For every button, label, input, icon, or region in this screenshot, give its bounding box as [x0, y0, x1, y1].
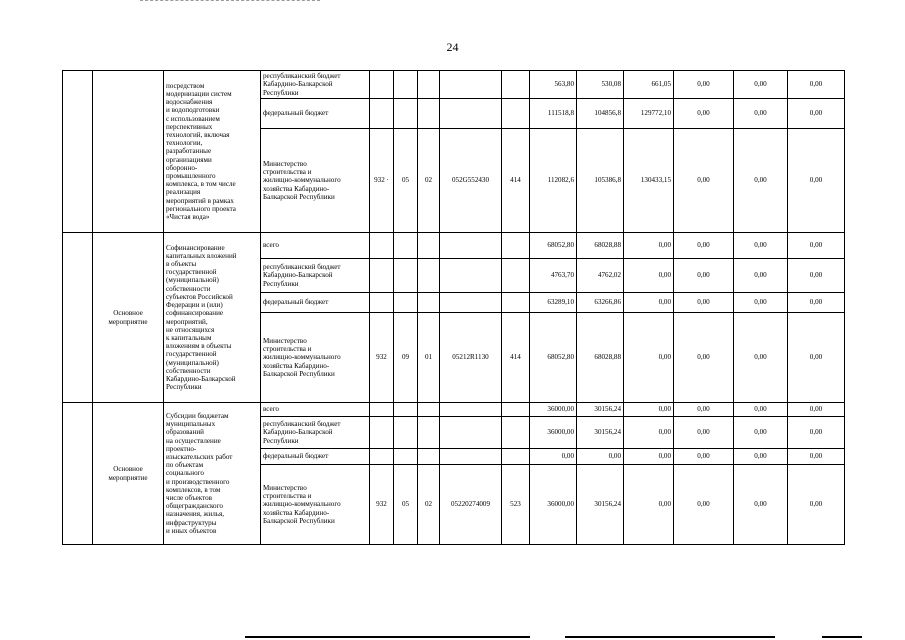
value-cell: 36000,00 — [530, 465, 577, 545]
value-cell: 105386,8 — [577, 129, 624, 233]
grbs-code-cell — [370, 449, 394, 465]
value-cell: 0,00 — [734, 293, 788, 313]
value-cell: 0,00 — [788, 465, 845, 545]
funding-source-cell: всего — [261, 403, 370, 417]
value-cell: 0,00 — [674, 465, 734, 545]
rz-code-cell — [394, 259, 418, 293]
value-cell: 0,00 — [734, 99, 788, 129]
event-description-cell: Субсидии бюджетам муниципальных образований на осуществление проектно- изыскательских работ по объектам социального и производственного комплексов, в том числе объектов общегражданского назначения, жилья, инфраструктуры и иных объектов — [164, 403, 261, 545]
funding-source-cell: федеральный бюджет — [261, 99, 370, 129]
vr-code-cell — [502, 233, 530, 259]
value-cell: 0,00 — [788, 313, 845, 403]
rz-code-cell — [394, 99, 418, 129]
table-row — [63, 403, 845, 417]
value-cell: 0,00 — [734, 449, 788, 465]
funding-source-cell: республиканский бюджет Кабардино-Балкарской Республики — [261, 71, 370, 99]
scan-artifact-top — [140, 0, 320, 4]
value-cell: 0,00 — [624, 417, 674, 449]
row-number-cell — [63, 403, 93, 545]
value-cell: 0,00 — [734, 71, 788, 99]
value-cell: 0,00 — [674, 403, 734, 417]
rz-code-cell: 09 — [394, 313, 418, 403]
value-cell: 68028,88 — [577, 233, 624, 259]
footer-rule-left — [245, 636, 530, 638]
vr-code-cell: 414 — [502, 313, 530, 403]
rz-code-cell: 05 — [394, 465, 418, 545]
value-cell: 661,05 — [624, 71, 674, 99]
value-cell: 0,00 — [624, 259, 674, 293]
row-number-cell — [63, 71, 93, 233]
value-cell: 0,00 — [734, 313, 788, 403]
value-cell: 0,00 — [674, 99, 734, 129]
vr-code-cell: 414 — [502, 129, 530, 233]
value-cell: 0,00 — [734, 403, 788, 417]
pr-code-cell — [418, 233, 440, 259]
grbs-code-cell — [370, 259, 394, 293]
value-cell: 30156,24 — [577, 403, 624, 417]
csr-code-cell — [440, 71, 502, 99]
csr-code-cell — [440, 403, 502, 417]
value-cell: 0,00 — [788, 403, 845, 417]
value-cell: 0,00 — [788, 417, 845, 449]
vr-code-cell — [502, 293, 530, 313]
page-number: 24 — [446, 40, 459, 54]
value-cell: 0,00 — [530, 449, 577, 465]
event-type-cell — [93, 71, 164, 233]
value-cell: 63266,86 — [577, 293, 624, 313]
grbs-code-cell — [370, 403, 394, 417]
grbs-code-cell — [370, 99, 394, 129]
value-cell: 0,00 — [674, 259, 734, 293]
grbs-code-cell — [370, 417, 394, 449]
rz-code-cell — [394, 293, 418, 313]
vr-code-cell — [502, 259, 530, 293]
value-cell: 104856,8 — [577, 99, 624, 129]
pr-code-cell: 01 — [418, 313, 440, 403]
value-cell: 0,00 — [674, 313, 734, 403]
row-number-cell — [63, 233, 93, 403]
value-cell: 0,00 — [788, 129, 845, 233]
csr-code-cell: 05220274009 — [440, 465, 502, 545]
value-cell: 68052,80 — [530, 233, 577, 259]
value-cell: 0,00 — [674, 449, 734, 465]
value-cell: 0,00 — [734, 465, 788, 545]
value-cell: 0,00 — [734, 259, 788, 293]
funding-source-cell: Министерство строительства и жилищно-коммунального хозяйства Кабардино- Балкарской Республики — [261, 465, 370, 545]
funding-source-cell: федеральный бюджет — [261, 293, 370, 313]
value-cell: 4763,70 — [530, 259, 577, 293]
value-cell: 0,00 — [674, 293, 734, 313]
grbs-code-cell: 932 — [370, 465, 394, 545]
value-cell: 0,00 — [788, 71, 845, 99]
vr-code-cell — [502, 403, 530, 417]
csr-code-cell — [440, 449, 502, 465]
value-cell: 0,00 — [788, 293, 845, 313]
rz-code-cell — [394, 71, 418, 99]
pr-code-cell — [418, 417, 440, 449]
vr-code-cell — [502, 417, 530, 449]
rz-code-cell — [394, 403, 418, 417]
pr-code-cell — [418, 259, 440, 293]
csr-code-cell — [440, 99, 502, 129]
value-cell: 63289,10 — [530, 293, 577, 313]
value-cell: 0,00 — [624, 313, 674, 403]
value-cell: 0,00 — [624, 233, 674, 259]
value-cell: 0,00 — [624, 449, 674, 465]
table-row — [63, 233, 845, 259]
value-cell: 0,00 — [674, 417, 734, 449]
value-cell: 0,00 — [788, 259, 845, 293]
value-cell: 530,08 — [577, 71, 624, 99]
vr-code-cell — [502, 449, 530, 465]
grbs-code-cell — [370, 71, 394, 99]
pr-code-cell — [418, 449, 440, 465]
budget-table-body — [63, 71, 845, 545]
funding-source-cell: Министерство строительства и жилищно-коммунального хозяйства Кабардино- Балкарской Республики — [261, 313, 370, 403]
value-cell: 0,00 — [788, 233, 845, 259]
value-cell: 4762,02 — [577, 259, 624, 293]
funding-source-cell: Министерство строительства и жилищно-коммунального хозяйства Кабардино- Балкарской Республики — [261, 129, 370, 233]
value-cell: 0,00 — [674, 71, 734, 99]
value-cell: 30156,24 — [577, 465, 624, 545]
event-type-cell: Основное мероприятие — [93, 233, 164, 403]
value-cell: 36000,00 — [530, 403, 577, 417]
funding-source-cell: федеральный бюджет — [261, 449, 370, 465]
footer-rule-middle — [565, 636, 775, 638]
pr-code-cell — [418, 293, 440, 313]
pr-code-cell — [418, 403, 440, 417]
csr-code-cell — [440, 293, 502, 313]
csr-code-cell — [440, 233, 502, 259]
vr-code-cell: 523 — [502, 465, 530, 545]
grbs-code-cell: 932 · — [370, 129, 394, 233]
rz-code-cell — [394, 417, 418, 449]
rz-code-cell — [394, 233, 418, 259]
funding-source-cell: республиканский бюджет Кабардино-Балкарской Республики — [261, 417, 370, 449]
event-description-cell: Софинансирование капитальных вложений в объекты государственной (муниципальной) собственности субъектов Российской Федерации и (или) софинансирование мероприятий, не относящихся к капитальным вложениям в объекты государственной (муниципальной) собственности Кабардино-Балкарской Республики — [164, 233, 261, 403]
table-row — [63, 71, 845, 99]
pr-code-cell — [418, 71, 440, 99]
value-cell: 129772,10 — [624, 99, 674, 129]
pr-code-cell: 02 — [418, 465, 440, 545]
grbs-code-cell — [370, 233, 394, 259]
budget-table — [62, 70, 845, 545]
value-cell: 111518,8 — [530, 99, 577, 129]
value-cell: 30156,24 — [577, 417, 624, 449]
event-description-cell: посредством модернизации систем водоснабжения и водоподготовки с использованием перспективных технологий, включая технологии, разработанные организациями оборонно- промышленного комплекса, в том числе реализация мероприятий в рамках регионального проекта «Чистая вода» — [164, 71, 261, 233]
funding-source-cell: республиканский бюджет Кабардино-Балкарской Республики — [261, 259, 370, 293]
funding-source-cell: всего — [261, 233, 370, 259]
csr-code-cell: 052G552430 — [440, 129, 502, 233]
grbs-code-cell: 932 — [370, 313, 394, 403]
value-cell: 130433,15 — [624, 129, 674, 233]
value-cell: 563,80 — [530, 71, 577, 99]
rz-code-cell: 05 — [394, 129, 418, 233]
value-cell: 0,00 — [788, 99, 845, 129]
rz-code-cell — [394, 449, 418, 465]
csr-code-cell — [440, 417, 502, 449]
vr-code-cell — [502, 99, 530, 129]
value-cell: 0,00 — [577, 449, 624, 465]
vr-code-cell — [502, 71, 530, 99]
value-cell: 0,00 — [624, 293, 674, 313]
value-cell: 68052,80 — [530, 313, 577, 403]
value-cell: 0,00 — [734, 233, 788, 259]
csr-code-cell: 05212R1130 — [440, 313, 502, 403]
footer-rule-right — [822, 636, 862, 638]
csr-code-cell — [440, 259, 502, 293]
value-cell: 0,00 — [674, 233, 734, 259]
value-cell: 0,00 — [674, 129, 734, 233]
value-cell: 0,00 — [734, 129, 788, 233]
value-cell: 0,00 — [624, 465, 674, 545]
pr-code-cell: 02 — [418, 129, 440, 233]
pr-code-cell — [418, 99, 440, 129]
value-cell: 36000,00 — [530, 417, 577, 449]
event-type-cell: Основное мероприятие — [93, 403, 164, 545]
value-cell: 112082,6 — [530, 129, 577, 233]
grbs-code-cell — [370, 293, 394, 313]
value-cell: 0,00 — [734, 417, 788, 449]
value-cell: 0,00 — [788, 449, 845, 465]
value-cell: 68028,88 — [577, 313, 624, 403]
value-cell: 0,00 — [624, 403, 674, 417]
